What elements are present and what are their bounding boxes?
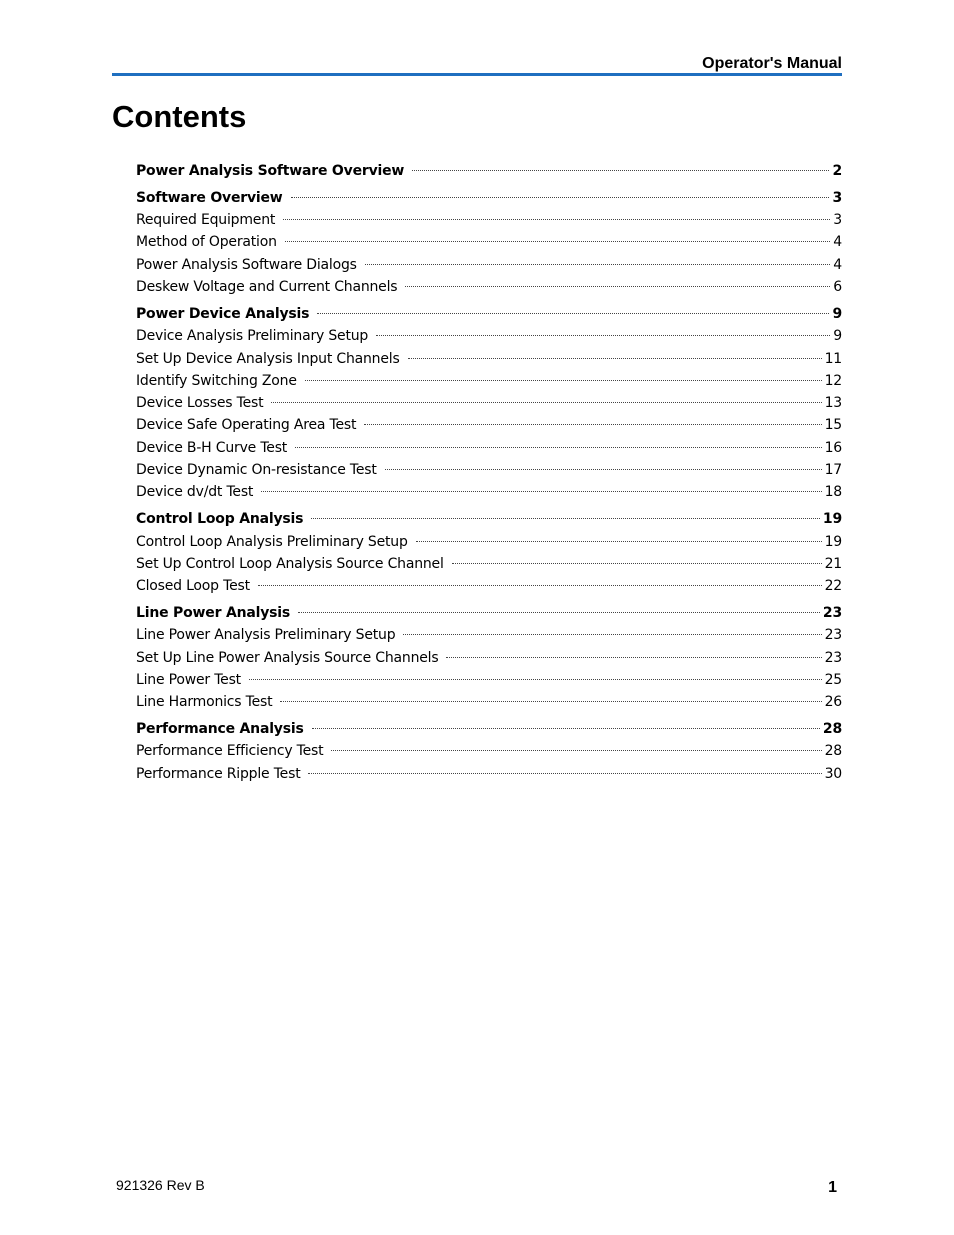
toc-entry[interactable] bbox=[136, 325, 842, 347]
toc-entry-page: 28 bbox=[822, 721, 842, 738]
toc-entry-label: Device Dynamic On-resistance Test bbox=[136, 462, 377, 479]
toc-dot-leader bbox=[271, 402, 821, 403]
toc-entry[interactable] bbox=[136, 553, 842, 575]
toc-entry[interactable] bbox=[136, 763, 842, 785]
toc-dot-leader bbox=[412, 170, 829, 171]
toc-entry-page: 9 bbox=[833, 328, 842, 345]
toc-entry-label: Set Up Device Analysis Input Channels bbox=[136, 350, 400, 367]
toc-entry-page: 9 bbox=[832, 305, 842, 322]
toc-entry[interactable] bbox=[136, 531, 842, 553]
toc-dot-leader bbox=[376, 335, 830, 336]
toc-entry-label: Control Loop Analysis Preliminary Setup bbox=[136, 533, 408, 550]
toc-entry-page: 12 bbox=[824, 372, 842, 389]
toc-entry[interactable] bbox=[136, 414, 842, 436]
toc-entry[interactable] bbox=[136, 254, 842, 276]
table-of-contents bbox=[136, 160, 842, 785]
toc-entry[interactable] bbox=[136, 647, 842, 669]
toc-entry-page: 4 bbox=[833, 234, 842, 251]
toc-dot-leader bbox=[298, 612, 820, 613]
toc-entry-page: 26 bbox=[824, 694, 842, 711]
toc-entry-page: 23 bbox=[824, 649, 842, 666]
toc-entry[interactable] bbox=[136, 740, 842, 762]
toc-entry-label: Device Safe Operating Area Test bbox=[136, 417, 357, 434]
toc-entry-label: Device dv/dt Test bbox=[136, 484, 254, 501]
toc-entry[interactable] bbox=[136, 348, 842, 370]
toc-entry-page: 19 bbox=[824, 533, 842, 550]
toc-entry-label: Set Up Line Power Analysis Source Channels bbox=[136, 649, 439, 666]
document-number: 921326 Rev B bbox=[116, 1177, 205, 1193]
toc-entry-label: Device Analysis Preliminary Setup bbox=[136, 328, 369, 345]
toc-dot-leader bbox=[305, 380, 822, 381]
toc-entry[interactable] bbox=[136, 481, 842, 503]
toc-entry-label: Software Overview bbox=[136, 189, 283, 206]
toc-entry-page: 3 bbox=[832, 189, 842, 206]
toc-dot-leader bbox=[280, 701, 821, 702]
toc-entry-page: 3 bbox=[833, 212, 842, 229]
toc-entry[interactable] bbox=[136, 370, 842, 392]
toc-dot-leader bbox=[283, 219, 830, 220]
toc-entry-label: Set Up Control Loop Analysis Source Channel bbox=[136, 555, 444, 572]
toc-dot-leader bbox=[261, 491, 821, 492]
toc-section-entry[interactable] bbox=[136, 303, 842, 325]
toc-entry-label: Deskew Voltage and Current Channels bbox=[136, 279, 398, 296]
toc-dot-leader bbox=[446, 657, 821, 658]
toc-entry-label: Device Losses Test bbox=[136, 395, 264, 412]
toc-dot-leader bbox=[295, 447, 821, 448]
toc-dot-leader bbox=[452, 563, 822, 564]
toc-dot-leader bbox=[311, 518, 820, 519]
toc-entry-label: Closed Loop Test bbox=[136, 578, 250, 595]
toc-entry-label: Performance Analysis bbox=[136, 721, 304, 738]
toc-section-entry[interactable] bbox=[136, 160, 842, 182]
toc-dot-leader bbox=[364, 424, 821, 425]
toc-entry[interactable] bbox=[136, 276, 842, 298]
toc-entry-label: Performance Efficiency Test bbox=[136, 743, 324, 760]
toc-entry-page: 28 bbox=[824, 743, 842, 760]
toc-entry-page: 16 bbox=[824, 439, 842, 456]
toc-dot-leader bbox=[249, 679, 822, 680]
toc-dot-leader bbox=[317, 313, 829, 314]
running-header-title: Operator's Manual bbox=[702, 55, 842, 72]
toc-entry-label: Required Equipment bbox=[136, 212, 276, 229]
toc-entry[interactable] bbox=[136, 575, 842, 597]
toc-entry[interactable] bbox=[136, 209, 842, 231]
toc-entry-label: Method of Operation bbox=[136, 234, 277, 251]
toc-entry-page: 4 bbox=[833, 256, 842, 273]
toc-entry-page: 2 bbox=[832, 163, 842, 179]
toc-entry-page: 18 bbox=[824, 484, 842, 501]
toc-entry-label: Line Power Analysis bbox=[136, 605, 290, 622]
toc-entry-label: Identify Switching Zone bbox=[136, 372, 297, 389]
toc-entry[interactable] bbox=[136, 669, 842, 691]
toc-section-entry[interactable] bbox=[136, 187, 842, 209]
toc-entry-page: 21 bbox=[824, 555, 842, 572]
toc-entry-page: 25 bbox=[824, 671, 842, 688]
toc-entry-page: 6 bbox=[833, 279, 842, 296]
toc-entry[interactable] bbox=[136, 691, 842, 713]
toc-entry-label: Power Analysis Software Dialogs bbox=[136, 256, 357, 273]
toc-section-entry[interactable] bbox=[136, 602, 842, 624]
toc-dot-leader bbox=[331, 750, 821, 751]
toc-entry[interactable] bbox=[136, 624, 842, 646]
toc-dot-leader bbox=[291, 197, 830, 198]
page-number: 1 bbox=[828, 1179, 837, 1196]
toc-dot-leader bbox=[408, 358, 822, 359]
toc-dot-leader bbox=[285, 241, 831, 242]
toc-section-entry[interactable] bbox=[136, 508, 842, 530]
toc-dot-leader bbox=[308, 773, 821, 774]
toc-entry[interactable] bbox=[136, 231, 842, 253]
toc-entry-label: Line Power Analysis Preliminary Setup bbox=[136, 627, 396, 644]
toc-entry-label: Performance Ripple Test bbox=[136, 765, 301, 782]
toc-entry-page: 11 bbox=[824, 350, 842, 367]
toc-entry-label: Line Power Test bbox=[136, 671, 241, 688]
toc-entry-label: Power Device Analysis bbox=[136, 305, 310, 322]
toc-dot-leader bbox=[312, 728, 820, 729]
toc-entry-page: 23 bbox=[824, 627, 842, 644]
toc-entry-page: 23 bbox=[822, 605, 842, 622]
toc-entry-page: 19 bbox=[822, 511, 842, 528]
toc-entry-page: 30 bbox=[824, 765, 842, 782]
toc-dot-leader bbox=[365, 264, 831, 265]
toc-entry-label: Control Loop Analysis bbox=[136, 511, 304, 528]
toc-section-entry[interactable] bbox=[136, 718, 842, 740]
page-title: Contents bbox=[112, 99, 247, 134]
toc-entry-label: Device B-H Curve Test bbox=[136, 439, 288, 456]
toc-dot-leader bbox=[385, 469, 822, 470]
toc-entry-page: 15 bbox=[824, 417, 842, 434]
toc-dot-leader bbox=[258, 585, 822, 586]
toc-entry[interactable] bbox=[136, 459, 842, 481]
toc-entry-label: Power Analysis Software Overview bbox=[136, 163, 405, 179]
toc-entry-label: Line Harmonics Test bbox=[136, 694, 273, 711]
toc-entry[interactable] bbox=[136, 437, 842, 459]
toc-dot-leader bbox=[403, 634, 821, 635]
toc-entry-page: 22 bbox=[824, 578, 842, 595]
header-rule bbox=[112, 73, 842, 76]
toc-dot-leader bbox=[416, 541, 822, 542]
toc-entry[interactable] bbox=[136, 392, 842, 414]
toc-entry-page: 13 bbox=[824, 395, 842, 412]
toc-dot-leader bbox=[405, 286, 830, 287]
toc-entry-page: 17 bbox=[824, 462, 842, 479]
